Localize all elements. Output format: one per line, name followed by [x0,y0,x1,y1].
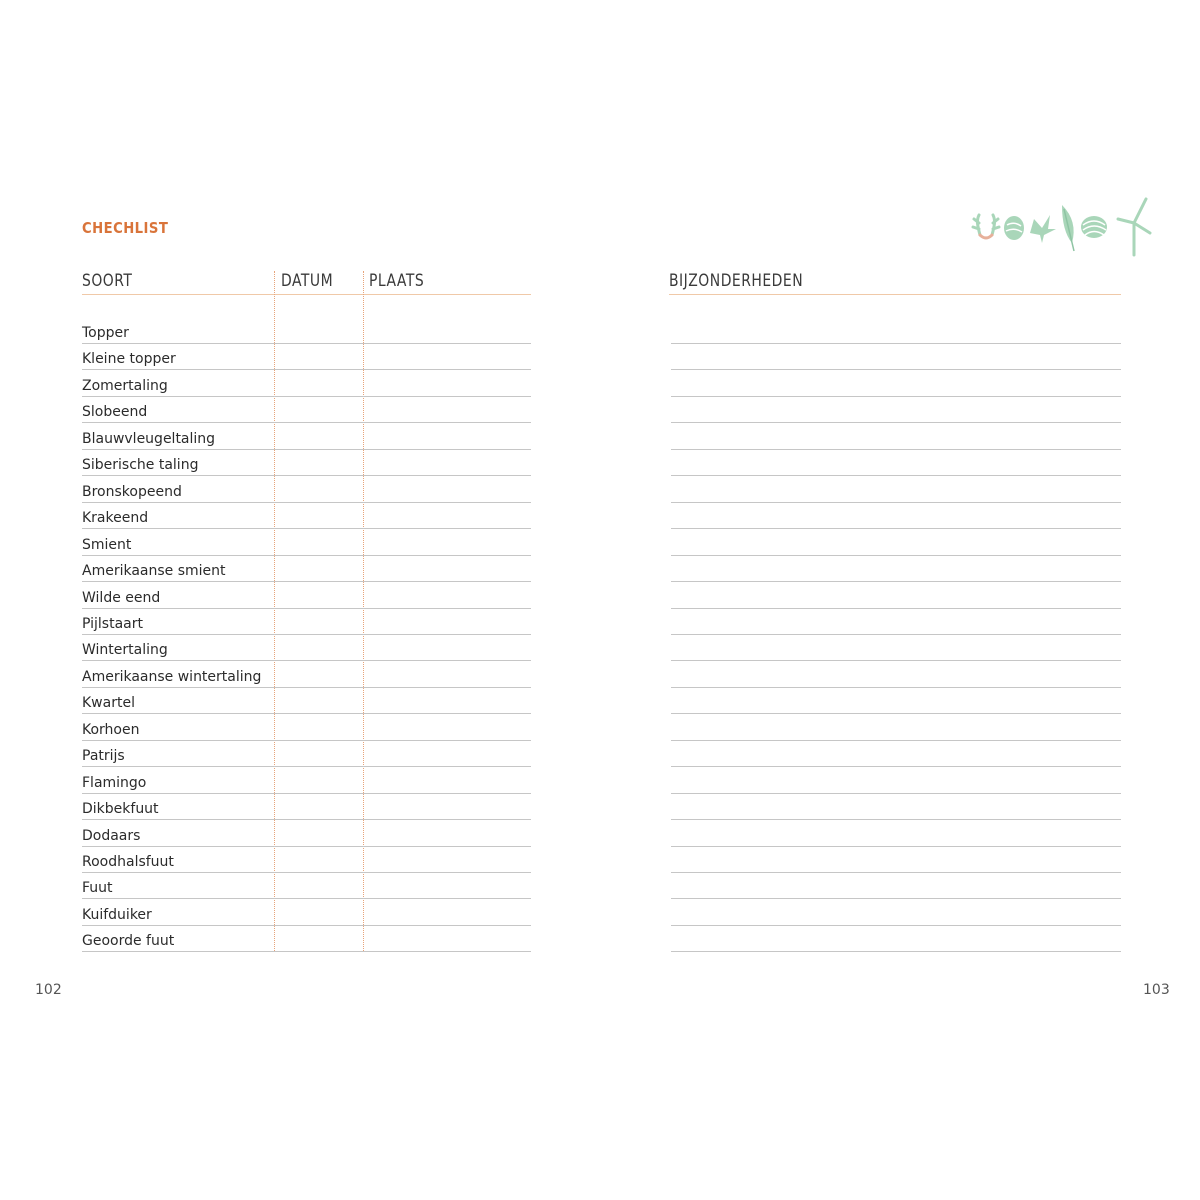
page-number-right: 103 [1143,982,1170,998]
table-row [82,370,531,397]
species-name: Dikbekfuut [82,801,159,818]
notes-line [671,634,1121,635]
species-name: Krakeend [82,510,149,527]
species-name: Kleine topper [82,351,176,368]
species-name: Dodaars [82,827,141,844]
species-name: Topper [82,325,129,341]
species-name: Slobeend [82,404,148,421]
table-row [82,714,531,741]
notes-line [671,846,1121,847]
notes-line [671,951,1121,952]
species-name: Blauwvleugeltaling [82,430,216,447]
wind-turbine-icon [1118,199,1150,255]
notes-line [671,740,1121,741]
species-name: Roodhalsfuut [82,854,174,870]
species-name: Zomertaling [82,377,168,394]
notes-line [671,660,1121,661]
species-name: Kwartel [82,695,135,712]
notes-line [671,608,1121,609]
species-name: Smient [82,536,132,553]
notes-line [671,898,1121,899]
notes-line [671,793,1121,794]
species-name: Geoorde fuut [82,933,175,950]
species-name: Korhoen [82,721,140,738]
table-row [82,396,531,423]
table-row [82,793,531,820]
species-name: Flamingo [82,774,147,791]
table-row [82,529,531,556]
notes-line [671,555,1121,556]
column-header-soort: SOORT [82,271,133,291]
feather-icon [1062,205,1074,251]
species-name: Patrijs [82,748,125,765]
header-rule-right [669,294,1121,295]
antlers-icon [973,215,999,238]
table-row [82,767,531,794]
table-row [82,449,531,476]
column-header-plaats: PLAATS [369,271,425,291]
table-row [82,317,531,344]
notes-line [671,449,1121,450]
notes-line [671,687,1121,688]
species-name: Kuifduiker [82,906,152,923]
table-row [82,343,531,370]
table-row [82,899,531,926]
species-name: Pijlstaart [82,615,143,632]
decorative-icons [970,195,1160,257]
shell-icon [1081,216,1107,238]
table-row [82,687,531,714]
notes-line [671,819,1121,820]
notes-line [671,369,1121,370]
egg-icon [1004,216,1024,240]
table-row [82,925,531,952]
table-row [82,634,531,661]
table-row [82,423,531,450]
table-row [82,555,531,582]
section-title: CHECHLIST [82,219,169,237]
notes-line [671,528,1121,529]
notes-line [671,872,1121,873]
species-name: Fuut [82,880,113,897]
table-row [82,582,531,609]
table-row [82,502,531,529]
notes-line [671,396,1121,397]
column-header-bijzonderheden: BIJZONDERHEDEN [669,271,804,291]
species-name: Bronskopeend [82,483,182,500]
notes-line [671,925,1121,926]
page-number-left: 102 [35,982,62,998]
notes-line [671,422,1121,423]
notes-line [671,502,1121,503]
table-row [82,846,531,873]
table-row [82,476,531,503]
table-row [82,661,531,688]
species-name: Siberische taling [82,457,199,474]
leaf-icon [1030,215,1056,243]
header-rule-left [82,294,531,295]
table-row [82,740,531,767]
notes-line [671,343,1121,344]
table-row [82,872,531,899]
notes-line [671,766,1121,767]
table-row [82,608,531,635]
species-name: Amerikaanse smient [82,563,226,580]
species-name: Amerikaanse wintertaling [82,668,262,685]
table-row [82,820,531,847]
notes-line [671,713,1121,714]
notes-line [671,581,1121,582]
notes-line [671,475,1121,476]
species-name: Wilde eend [82,589,161,606]
column-header-datum: DATUM [281,271,334,291]
species-name: Wintertaling [82,642,168,659]
